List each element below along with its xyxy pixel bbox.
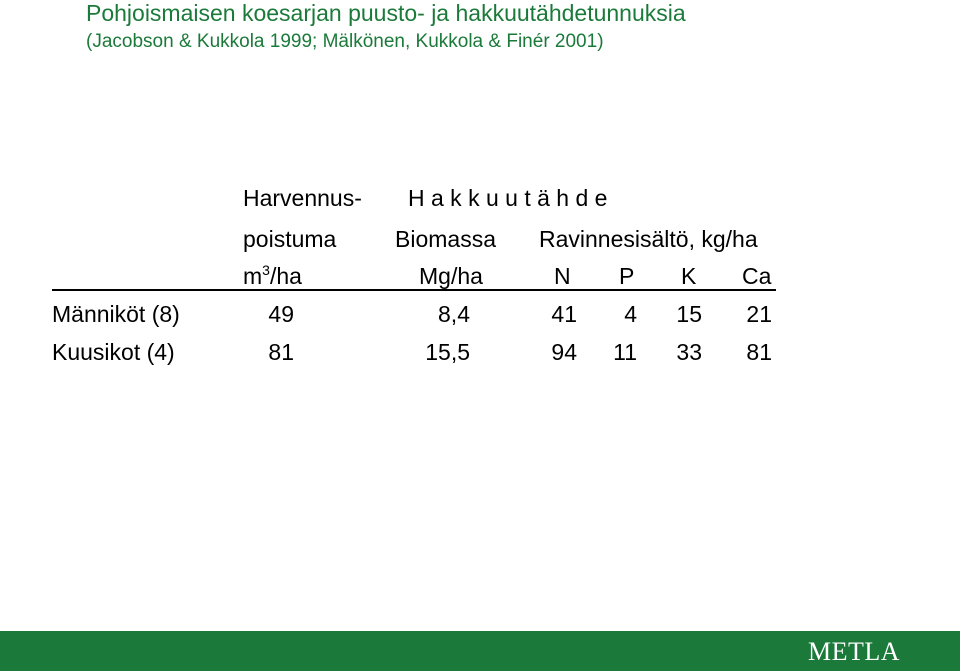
unit-p: P	[619, 263, 635, 289]
row-label: Männiköt (8)	[52, 301, 180, 327]
header-biomassa: Biomassa	[395, 226, 496, 252]
unit-m3-tail: /ha	[269, 263, 302, 289]
cell-ca: 81	[746, 339, 772, 365]
unit-mgha: Mg/ha	[419, 263, 483, 289]
cell-k: 33	[676, 339, 702, 365]
header-poistuma: poistuma	[243, 226, 337, 252]
unit-ca: Ca	[742, 263, 772, 289]
header-ravinnesisalto: Ravinnesisältö, kg/ha	[539, 226, 758, 252]
cell-poistuma: 81	[268, 339, 294, 365]
header-hakkuutahde: H a k k u u t ä h d e	[408, 185, 608, 211]
cell-p: 4	[624, 301, 637, 327]
metla-logo: METLA	[807, 637, 900, 666]
unit-m3-base: m	[243, 263, 263, 289]
cell-k: 15	[676, 301, 702, 327]
row-label: Kuusikot (4)	[52, 339, 175, 365]
unit-k: K	[681, 263, 697, 289]
unit-m3ha	[243, 263, 302, 290]
cell-p: 11	[613, 339, 637, 365]
footer-bar	[0, 631, 960, 671]
cell-ca: 21	[746, 301, 772, 327]
unit-m3-sup: 3	[262, 262, 270, 278]
cell-n: 94	[551, 339, 577, 365]
page-subtitle: (Jacobson & Kukkola 1999; Mälkönen, Kukkola & Finér 2001)	[86, 31, 604, 52]
cell-poistuma: 49	[268, 301, 294, 327]
cell-n: 41	[551, 301, 577, 327]
cell-biomassa: 15,5	[425, 339, 470, 365]
unit-n: N	[554, 263, 571, 289]
header-divider	[52, 289, 776, 291]
page-title: Pohjoismaisen koesarjan puusto- ja hakkuutähdetunnuksia	[86, 0, 686, 26]
header-harvennus: Harvennus-	[243, 185, 362, 211]
cell-biomassa: 8,4	[438, 301, 470, 327]
